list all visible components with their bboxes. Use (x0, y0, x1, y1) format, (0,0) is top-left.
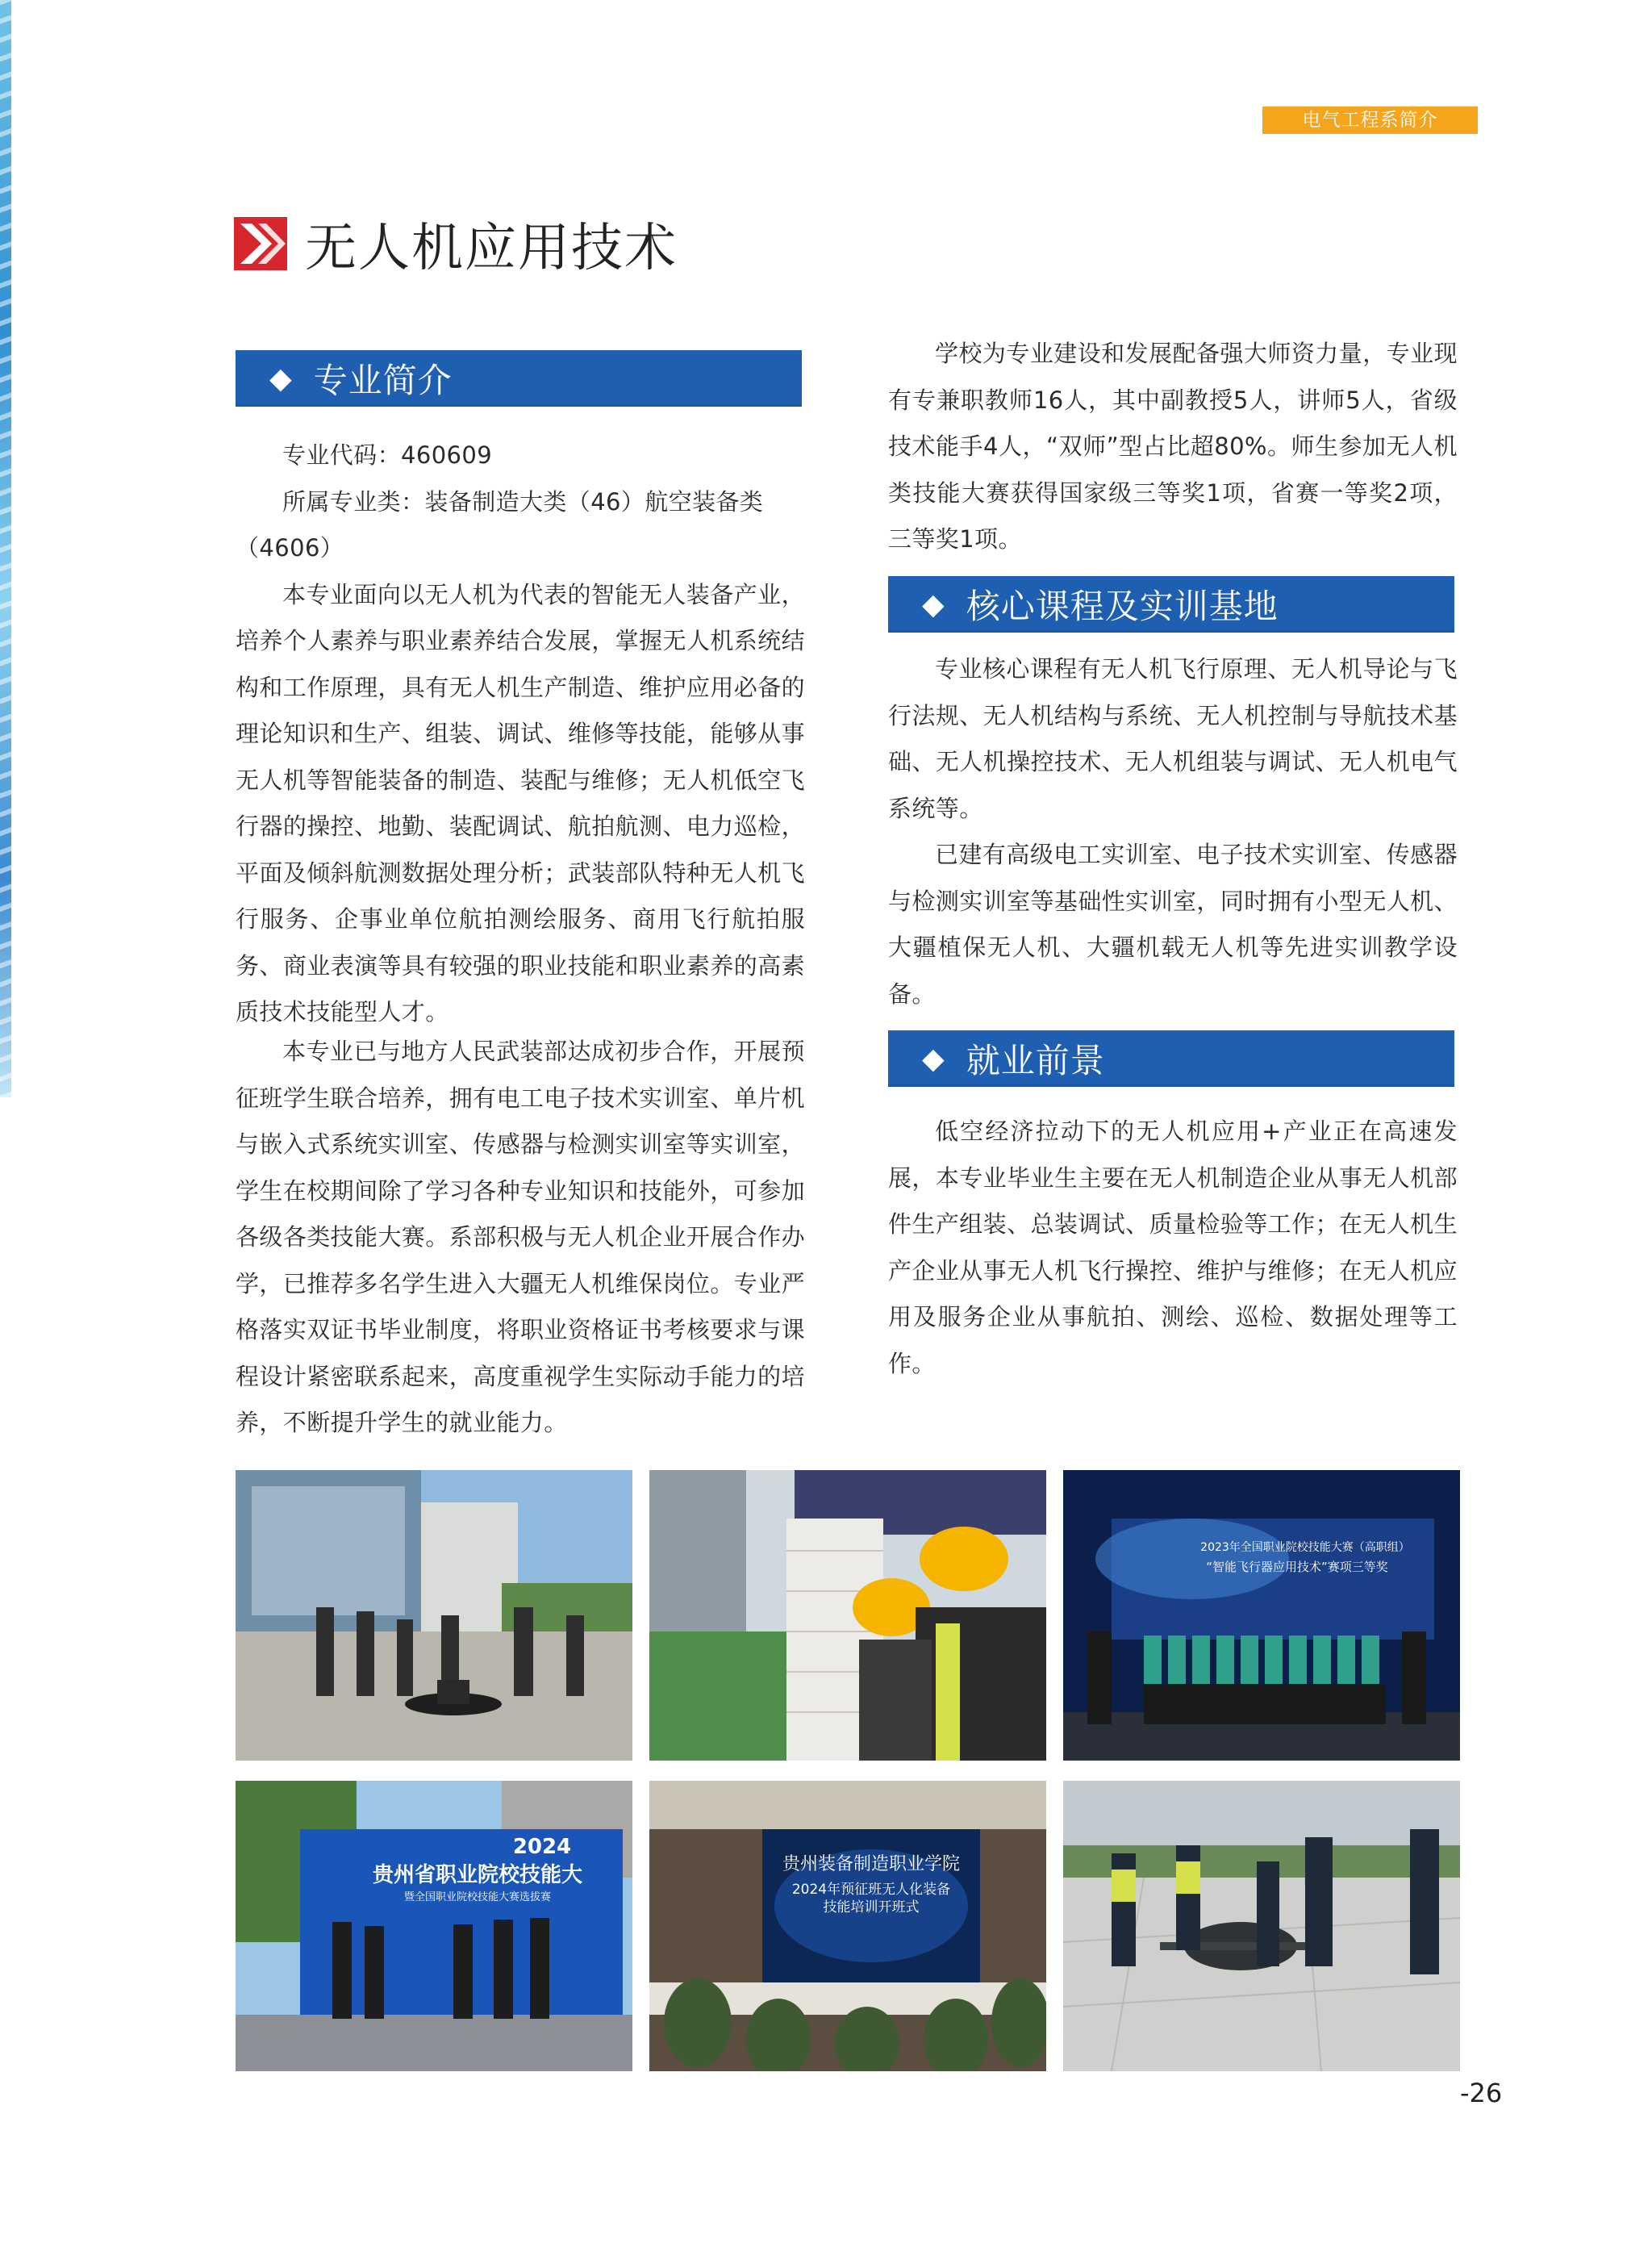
section-heading-label: 就业前景 (966, 1041, 1105, 1080)
banner-title: 贵州省职业院校技能大 (372, 1863, 583, 1887)
photo-agricultural-drone-practice (1063, 1781, 1460, 2071)
major-code: 专业代码：460609 (282, 441, 493, 469)
faculty-paragraph: 学校为专业建设和发展配备强大师资力量，专业现有专兼职教师16人，其中副教授5人，讲师5人，省级技术能手4人，“双师”型占比超80%。师生参加无人机类技能大赛获得国家级三等奖1项，省赛一等奖2项，三等奖1项。 (888, 340, 1458, 553)
section-heading-label: 核心课程及实训基地 (966, 587, 1279, 626)
courses-paragraph-1: 专业核心课程有无人机飞行原理、无人机导论与飞行法规、无人机结构与系统、无人机控制与导航技术基础、无人机操控技术、无人机组装与调试、无人机电气系统等。 (888, 655, 1458, 822)
award-banner-line1: 2023年全国职业院校技能大赛（高职组） (1200, 1541, 1410, 1554)
photo-drone-pilot-training (649, 1470, 1046, 1761)
photo-provincial-competition (236, 1781, 632, 2071)
section-heading-employment (888, 1030, 1454, 1087)
faculty-text-block (888, 331, 1458, 563)
title-block (234, 211, 678, 276)
screen-title: 贵州装备制造职业学院 (782, 1854, 961, 1874)
screen-line2: 2024年预征班无人化装备 (791, 1882, 951, 1898)
intro-text-block-2 (236, 1029, 805, 1447)
employment-text-block (888, 1109, 1458, 1387)
courses-paragraph-2: 已建有高级电工实训室、电子技术实训室、传感器与检测实训室等基础性实训室，同时拥有小型无人机、大疆植保无人机、大疆机载无人机等先进实训教学设备。 (888, 841, 1458, 1008)
page-number: -26 (1460, 2078, 1503, 2108)
intro-paragraph-2: 本专业已与地方人民武装部达成初步合作，开展预征班学生联合培养，拥有电工电子技术实训室、单片机与嵌入式系统实训室、传感器与检测实训室等实训室，学生在校期间除了学习各种专业知识和技能外，可参加各级各类技能大赛。系部积极与无人机企业开展合作办学，已推荐多名学生进入大疆无人机维保岗位。专业严格落实双证书毕业制度，将职业资格证书考核要求与课程设计紧密联系起来，高度重视学生实际动手能力的培养，不断提升学生的就业能力。 (236, 1038, 805, 1436)
red-chevron-icon (234, 217, 287, 270)
photo-national-competition-award (1063, 1470, 1460, 1761)
intro-paragraph-1: 本专业面向以无人机为代表的智能无人装备产业，培养个人素养与职业素养结合发展，掌握无人机系统结构和工作原理，具有无人机生产制造、维护应用必备的理论知识和生产、组装、调试、维修等技能，能够从事无人机等智能装备的制造、装配与维修；无人机低空飞行器的操控、地勤、装配调试、航拍航测、电力巡检，平面及倾斜航测数据处理分析；武装部队特种无人机飞行服务、企事业单位航拍测绘服务、商用飞行航拍服务、商业表演等具有较强的职业技能和职业素养的高素质技术技能型人才。 (236, 580, 805, 1026)
diamond-icon: ◆ (269, 361, 293, 395)
photo-training-opening-ceremony (649, 1781, 1046, 2071)
page-title: 无人机应用技术 (305, 219, 678, 278)
intro-text-block (236, 432, 805, 1036)
diamond-icon: ◆ (922, 1042, 945, 1076)
banner-year: 2024 (512, 1835, 572, 1859)
section-heading-intro (236, 350, 802, 407)
diamond-icon: ◆ (922, 587, 945, 621)
section-heading-label: 专业简介 (313, 361, 453, 400)
screen-line3: 技能培训开班式 (823, 1899, 920, 1916)
section-tag: 电气工程系简介 (1262, 107, 1478, 134)
decorative-edge-strip (0, 0, 11, 1097)
award-banner-line2: “智能飞行器应用技术”赛项三等奖 (1206, 1560, 1388, 1574)
major-category-code: （4606） (236, 534, 344, 562)
major-category: 所属专业类：装备制造大类（46）航空装备类 (282, 487, 764, 516)
courses-text-block (888, 646, 1458, 1017)
employment-paragraph: 低空经济拉动下的无人机应用+产业正在高速发展，本专业毕业生主要在无人机制造企业从事无人机部件生产组装、总装调试、质量检验等工作；在无人机生产企业从事无人机飞行操控、维护与维修；在无人机应用及服务企业从事航拍、测绘、巡检、数据处理等工作。 (888, 1118, 1458, 1377)
banner-subtitle: 暨全国职业院校技能大赛选拔赛 (403, 1891, 552, 1903)
photo-drone-outdoor-demo (236, 1470, 632, 1761)
section-heading-courses (888, 576, 1454, 633)
